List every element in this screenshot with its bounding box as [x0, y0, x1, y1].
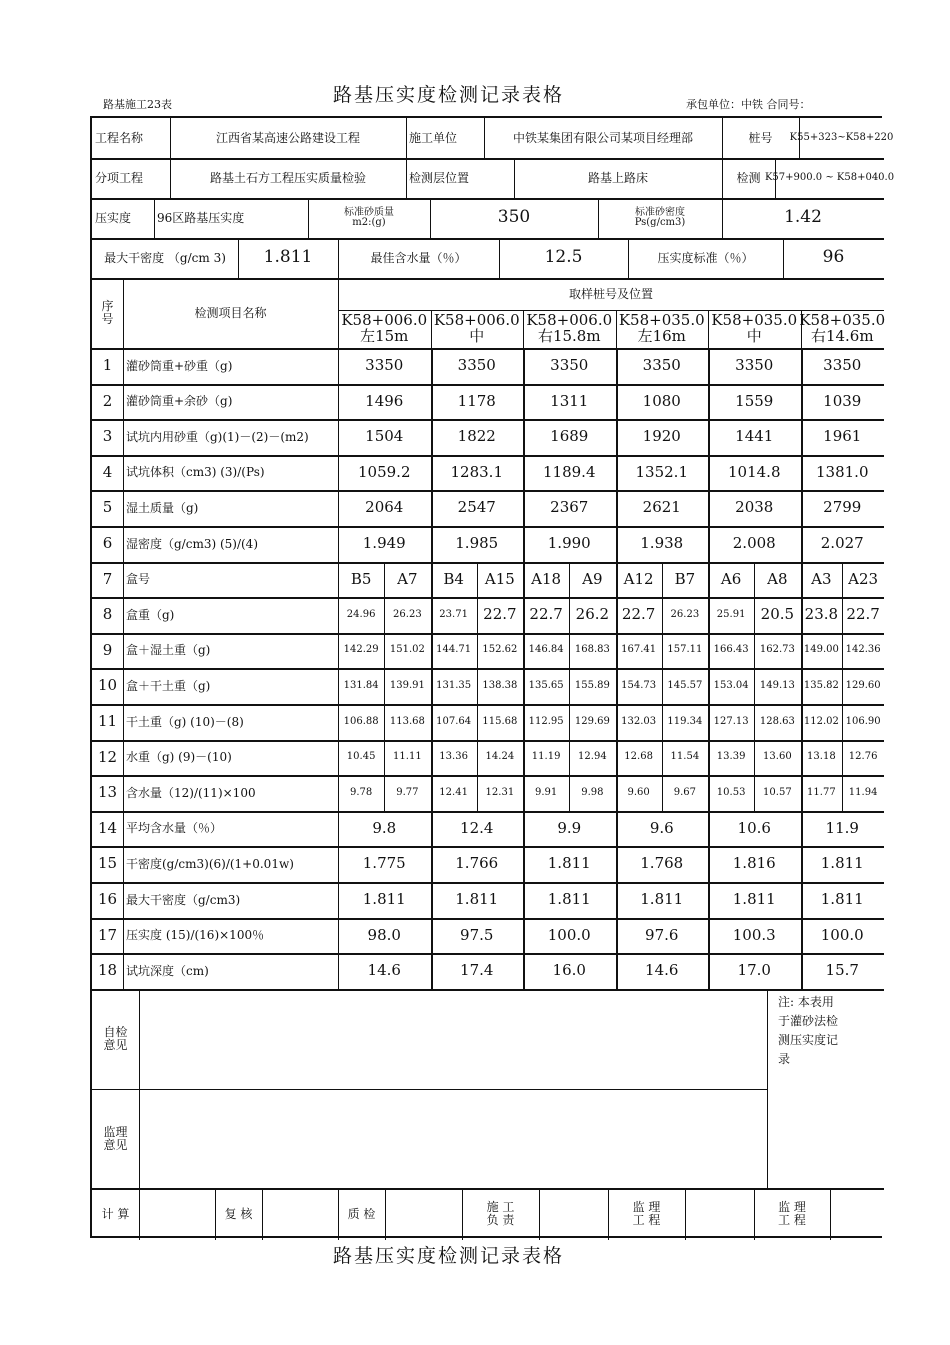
station-value: 100.0 [820, 925, 864, 944]
chainage-value: K55+323~K58+220 [789, 131, 894, 143]
row-label: 灌砂筒重+砂重（g) [126, 358, 233, 373]
station-value: 3350 [457, 355, 496, 374]
signature-label-1 [92, 1188, 139, 1240]
station-value: 12.4 [460, 818, 494, 837]
station-value: 17.0 [737, 961, 771, 980]
sample-value: 22.7 [846, 605, 880, 624]
supervisor-label-line: 意见 [103, 1137, 128, 1152]
sample-value: 22.7 [529, 605, 563, 624]
sample-value: 12.31 [485, 786, 515, 798]
self-check-label [92, 989, 139, 1089]
no-header-text-line: 序 [101, 299, 114, 314]
sample-value: 144.71 [436, 644, 472, 656]
row-label: 水重（g) (9)－(10) [126, 750, 232, 765]
row-label: 试坑体积（cm3) (3)/(Ps) [126, 465, 265, 480]
row-number: 14 [97, 818, 118, 837]
station-value: 15.7 [825, 961, 859, 980]
sample-value: 106.88 [343, 715, 379, 727]
signature-field-3 [385, 1188, 462, 1240]
station-value: 9.6 [649, 818, 674, 837]
station-value: 14.6 [645, 961, 679, 980]
station-header-3 [523, 310, 616, 348]
sample-value: 25.91 [716, 608, 746, 620]
row-number: 8 [102, 605, 113, 624]
station-value: 1.811 [640, 889, 684, 908]
station-value: 1559 [735, 391, 774, 410]
sample-value: 22.7 [621, 605, 656, 624]
sample-value: 142.29 [343, 644, 379, 656]
station-value: 1.811 [362, 889, 406, 908]
sample-value: 12.94 [578, 751, 607, 763]
sample-value: 11.94 [848, 786, 878, 798]
station-value: 1059.2 [358, 462, 411, 481]
sample-value: 20.5 [760, 605, 795, 624]
page-title: 路基压实度检测记录表格 [333, 84, 565, 106]
sample-value: 9.78 [349, 786, 373, 798]
station-value: 1.938 [640, 533, 684, 552]
sample-value: A3 [811, 569, 832, 588]
station-header-3-line: 右15.8m [537, 327, 601, 345]
station-value: 3350 [735, 355, 774, 374]
form-number: 路基施工23表 [103, 98, 172, 111]
row-label: 平均含水量（％） [126, 821, 223, 836]
station-value: 1039 [823, 391, 862, 410]
layer-value: 路基上路床 [587, 170, 648, 185]
sand-density-label-line: 标准砂密度 [635, 206, 685, 218]
sample-value: 115.68 [482, 715, 518, 727]
station-value: 1283.1 [450, 462, 503, 481]
station-value: 1.990 [547, 533, 591, 552]
signature-label-6-line: 监 理 [778, 1200, 806, 1215]
sample-value: 135.82 [803, 679, 839, 691]
contract-info: 承包单位：中铁 合同号： [686, 98, 811, 111]
row-number: 2 [102, 391, 113, 410]
station-value: 1.811 [820, 889, 864, 908]
station-value: 97.5 [460, 925, 494, 944]
supervisor-label-line: 监理 [103, 1124, 128, 1139]
station-value: 14.6 [367, 961, 401, 980]
station-value: 1.775 [362, 854, 406, 873]
sample-value: 131.35 [436, 679, 472, 691]
sample-value: 12.76 [848, 751, 878, 763]
sample-value: 132.03 [621, 715, 657, 727]
compaction-zone-label: 压实度 [95, 210, 132, 225]
sample-value: 119.34 [667, 715, 703, 727]
sample-value: A23 [848, 569, 879, 588]
row-label: 盒重（g) [126, 607, 175, 622]
row-number: 11 [97, 711, 118, 730]
sample-value: 145.57 [667, 679, 703, 691]
signature-field-5 [685, 1188, 754, 1240]
station-header-6-line: K58+035.0 [799, 311, 886, 330]
sample-value: 11.19 [531, 751, 561, 763]
sample-value: 152.62 [482, 644, 518, 656]
sample-value: 127.13 [713, 715, 749, 727]
station-value: 2064 [365, 498, 404, 517]
sample-value: 107.64 [436, 715, 472, 727]
sample-value: 167.41 [621, 644, 657, 656]
station-header-4-line: K58+035.0 [618, 311, 705, 330]
station-value: 1.768 [640, 854, 684, 873]
sample-value: 10.45 [346, 751, 376, 763]
sample-value: 142.36 [845, 644, 881, 656]
sample-value: 12.41 [439, 786, 468, 798]
station-value: 1014.8 [728, 462, 781, 481]
sample-value: 168.83 [574, 644, 610, 656]
station-value: 1.766 [455, 854, 499, 873]
compaction-standard-value: 96 [822, 247, 845, 268]
station-group-header: 取样桩号及位置 [568, 286, 653, 301]
station-header-1 [338, 310, 431, 348]
signature-label-6 [754, 1188, 830, 1240]
sample-value: 11.77 [807, 786, 836, 798]
station-header-1-line: 左15m [360, 327, 409, 345]
signature-label-4 [462, 1188, 539, 1240]
item-header: 检测项目名称 [194, 305, 267, 320]
station-value: 2547 [457, 498, 496, 517]
station-value: 2621 [642, 498, 681, 517]
sample-value: 9.91 [534, 786, 558, 798]
row-number: 4 [102, 462, 113, 481]
station-value: 1.811 [455, 889, 499, 908]
sample-value: B4 [443, 569, 464, 588]
sand-density-label [598, 198, 722, 238]
signature-field-2 [262, 1188, 338, 1240]
sample-value: 22.7 [483, 605, 517, 624]
row-label: 湿土质量（g) [126, 500, 199, 515]
station-value: 1504 [365, 427, 404, 446]
row-label: 干密度(g/cm3)(6)/(1+0.01w) [126, 856, 294, 871]
sample-value: 13.18 [807, 751, 836, 763]
station-value: 1.811 [732, 889, 776, 908]
signature-label-3-line: 质 检 [347, 1206, 376, 1221]
station-value: 1.811 [547, 889, 591, 908]
station-value: 2038 [735, 498, 774, 517]
layer-label: 检测层位置 [409, 170, 470, 185]
compaction-record-table [90, 116, 895, 1238]
sample-value: 13.36 [439, 751, 468, 763]
station-value: 1.811 [820, 854, 864, 873]
station-value: 97.6 [645, 925, 679, 944]
station-value: 2799 [823, 498, 862, 517]
max-dry-density-label-line: 最大干密度 （g/cm 3) [104, 250, 226, 265]
test-range-value [764, 158, 895, 198]
sample-value: 155.89 [574, 679, 610, 691]
station-value: 100.3 [732, 925, 776, 944]
row-number: 15 [97, 854, 118, 873]
signature-field-4 [539, 1188, 608, 1240]
row-label: 最大干密度（g/cm3) [126, 892, 241, 907]
contractor-value: 中铁某集团有限公司某项目经理部 [512, 130, 693, 145]
sample-value: 139.91 [389, 679, 425, 691]
self-check-label-line: 自检 [103, 1025, 128, 1040]
station-header-4 [616, 310, 709, 348]
sand-density-label-line: Ps(g/cm3) [634, 217, 686, 228]
sample-value: 113.68 [389, 715, 425, 727]
row-number: 7 [102, 569, 113, 588]
station-value: 3350 [823, 355, 862, 374]
row-label: 试坑深度（cm) [126, 963, 209, 978]
signature-label-2 [215, 1188, 262, 1240]
station-header-2 [431, 310, 524, 348]
station-value: 100.0 [547, 925, 591, 944]
row-number: 9 [102, 640, 113, 659]
sample-value: A9 [582, 569, 603, 588]
contractor-label: 施工单位 [409, 130, 458, 145]
sub-project-label: 分项工程 [95, 170, 144, 185]
signature-label-1-line: 计 算 [101, 1206, 130, 1221]
sample-value: 166.43 [713, 644, 749, 656]
sample-value: 14.24 [485, 751, 515, 763]
signature-label-4-line: 施 工 [486, 1200, 515, 1215]
signature-field-6 [830, 1188, 884, 1240]
project-name-value: 江西省某高速公路建设工程 [215, 130, 360, 145]
station-header-6 [801, 310, 885, 348]
station-value: 2.008 [732, 533, 776, 552]
station-value: 3350 [365, 355, 404, 374]
row-number: 13 [97, 783, 118, 802]
sample-value: 153.04 [713, 679, 749, 691]
sample-value: 135.65 [528, 679, 564, 691]
sample-value: 23.71 [439, 608, 468, 620]
sample-value: 13.39 [716, 751, 746, 763]
station-value: 3350 [550, 355, 589, 374]
station-value: 1961 [823, 427, 862, 446]
sample-value: 9.98 [581, 786, 604, 798]
station-header-1-line: K58+006.0 [341, 311, 428, 330]
sample-value: B5 [350, 569, 372, 588]
signature-label-5 [608, 1188, 685, 1240]
sample-value: 9.67 [673, 786, 696, 798]
signature-label-5-line: 工 程 [632, 1213, 661, 1227]
sample-value: 26.23 [670, 608, 700, 620]
row-label: 盒号 [126, 572, 151, 587]
sample-value: 23.8 [804, 605, 839, 624]
sample-value: B7 [674, 569, 696, 588]
sample-value: 128.63 [759, 715, 795, 727]
station-value: 1178 [457, 391, 496, 410]
compaction-standard-label: 压实度标准（％） [657, 250, 754, 265]
row-number: 16 [97, 889, 118, 908]
row-label: 试坑内用砂重（g)(1)－(2)－(m2) [126, 429, 309, 444]
supervisor-label [92, 1089, 139, 1188]
test-range-label: 检测 [736, 170, 761, 185]
chainage-label: 桩号 [748, 130, 773, 145]
station-header-2-line: 中 [469, 327, 485, 345]
sample-value: 149.13 [759, 679, 795, 691]
station-value: 98.0 [367, 925, 401, 944]
station-value: 1381.0 [816, 462, 869, 481]
signature-label-5-line: 监 理 [632, 1200, 661, 1215]
sand-mass-value: 350 [497, 207, 531, 228]
station-value: 3350 [642, 355, 681, 374]
station-header-3-line: K58+006.0 [526, 311, 613, 330]
sample-value: 146.84 [528, 644, 564, 656]
sample-value: 154.73 [621, 679, 657, 691]
vertical-rule [139, 989, 140, 1188]
row-number: 10 [97, 676, 118, 695]
station-value: 17.4 [460, 961, 494, 980]
signature-label-6-line: 工 程 [778, 1213, 806, 1227]
row-number: 17 [97, 925, 118, 944]
row-label: 灌砂筒重+余砂（g) [126, 394, 233, 409]
sample-value: 12.68 [624, 751, 653, 763]
station-value: 2.027 [820, 533, 864, 552]
sample-value: 138.38 [482, 679, 518, 691]
signature-field-1 [139, 1188, 215, 1240]
row-number: 1 [102, 355, 113, 374]
sample-value: 26.23 [393, 608, 422, 620]
station-value: 10.6 [737, 818, 771, 837]
sample-value: 112.02 [803, 715, 839, 727]
station-header-4-line: 左16m [637, 327, 686, 345]
row-number: 6 [102, 533, 113, 552]
row-number: 3 [102, 427, 113, 446]
sample-value: A7 [397, 569, 418, 588]
station-value: 1.949 [362, 533, 406, 552]
station-header-5 [708, 310, 801, 348]
sample-value: 129.69 [574, 715, 610, 727]
no-header-text [92, 278, 123, 348]
sample-value: 106.90 [845, 715, 881, 727]
sample-value: 10.57 [763, 786, 792, 798]
optimum-moisture-value: 12.5 [544, 247, 583, 268]
station-value: 2367 [550, 498, 589, 517]
station-value: 1189.4 [543, 462, 596, 481]
compaction-zone-value: 96区路基压实度 [157, 210, 245, 225]
station-header-6-line: 右14.6m [810, 327, 874, 345]
sample-value: 13.60 [763, 751, 792, 763]
sample-value: 24.96 [346, 608, 376, 620]
sample-value: 9.77 [396, 786, 419, 798]
station-value: 11.9 [825, 818, 859, 837]
station-value: 9.8 [372, 818, 397, 837]
station-value: 1920 [642, 427, 681, 446]
optimum-moisture-label: 最佳含水量（％） [370, 250, 467, 265]
row-label: 含水量（12)/(11)×100 [126, 785, 256, 800]
max-dry-density-label [92, 238, 238, 278]
project-name-label: 工程名称 [95, 130, 144, 145]
station-value: 1352.1 [635, 462, 688, 481]
sample-value: 157.11 [667, 644, 703, 656]
station-header-5-line: 中 [746, 327, 762, 345]
station-value: 1496 [365, 391, 404, 410]
sample-value: 151.02 [389, 644, 425, 656]
sample-value: 26.2 [575, 605, 610, 624]
horizontal-rule [92, 989, 884, 991]
test-range-value-line: K57+900.0 ~ K58+040.0 [764, 171, 895, 183]
row-label: 盒＋湿土重（g) [126, 643, 211, 658]
signature-label-3 [338, 1188, 385, 1240]
sample-value: 112.95 [528, 715, 564, 727]
self-check-label-line: 意见 [103, 1037, 128, 1052]
sample-value: 129.60 [845, 679, 881, 691]
station-value: 9.9 [557, 818, 582, 837]
sand-mass-label-line: m2:(g) [352, 217, 386, 228]
note-text: 注: 本表用于灌砂法检测压实度记录 [778, 994, 839, 1066]
row-label: 湿密度（g/cm3) (5)/(4) [126, 536, 258, 551]
station-value: 1080 [642, 391, 681, 410]
row-label: 盒＋干土重（g) [126, 678, 211, 693]
footer-title: 路基压实度检测记录表格 [333, 1245, 565, 1267]
station-header-5-line: K58+035.0 [711, 311, 798, 330]
no-header-text-line: 号 [101, 312, 114, 326]
sub-project-value: 路基土石方工程压实质量检验 [209, 170, 366, 185]
station-value: 16.0 [552, 961, 586, 980]
station-value: 1.816 [732, 854, 776, 873]
sample-value: A6 [720, 569, 742, 588]
row-number: 5 [102, 498, 113, 517]
row-label: 干土重（g) (10)－(8) [126, 714, 244, 729]
sample-value: A8 [767, 569, 788, 588]
signature-label-4-line: 负 责 [486, 1213, 515, 1227]
sample-value: A12 [623, 569, 654, 588]
sample-value: 149.00 [803, 644, 839, 656]
sand-density-value: 1.42 [784, 207, 822, 228]
sand-mass-label-line: 标准砂质量 [344, 206, 394, 218]
vertical-rule [767, 989, 768, 1188]
row-number: 18 [97, 961, 118, 980]
sample-value: 11.54 [670, 751, 700, 763]
horizontal-rule [92, 1089, 767, 1090]
sand-mass-label [308, 198, 430, 238]
row-label: 压实度 (15)/(16)×100％ [126, 928, 265, 943]
sample-value: 162.73 [759, 644, 795, 656]
max-dry-density-value: 1.811 [263, 247, 313, 268]
row-number: 12 [97, 747, 118, 766]
station-value: 1.811 [547, 854, 591, 873]
sample-value: 9.60 [627, 786, 650, 798]
station-value: 1.985 [455, 533, 499, 552]
station-value: 1441 [735, 427, 774, 446]
sample-value: 131.84 [343, 679, 379, 691]
station-header-2-line: K58+006.0 [433, 311, 520, 330]
station-value: 1822 [457, 427, 496, 446]
sample-value: 11.11 [393, 751, 422, 763]
sample-value: A18 [531, 569, 562, 588]
station-value: 1311 [550, 391, 589, 410]
sample-value: A15 [484, 569, 515, 588]
station-value: 1689 [550, 427, 589, 446]
sample-value: 10.53 [716, 786, 746, 798]
signature-label-2-line: 复 核 [224, 1206, 253, 1221]
